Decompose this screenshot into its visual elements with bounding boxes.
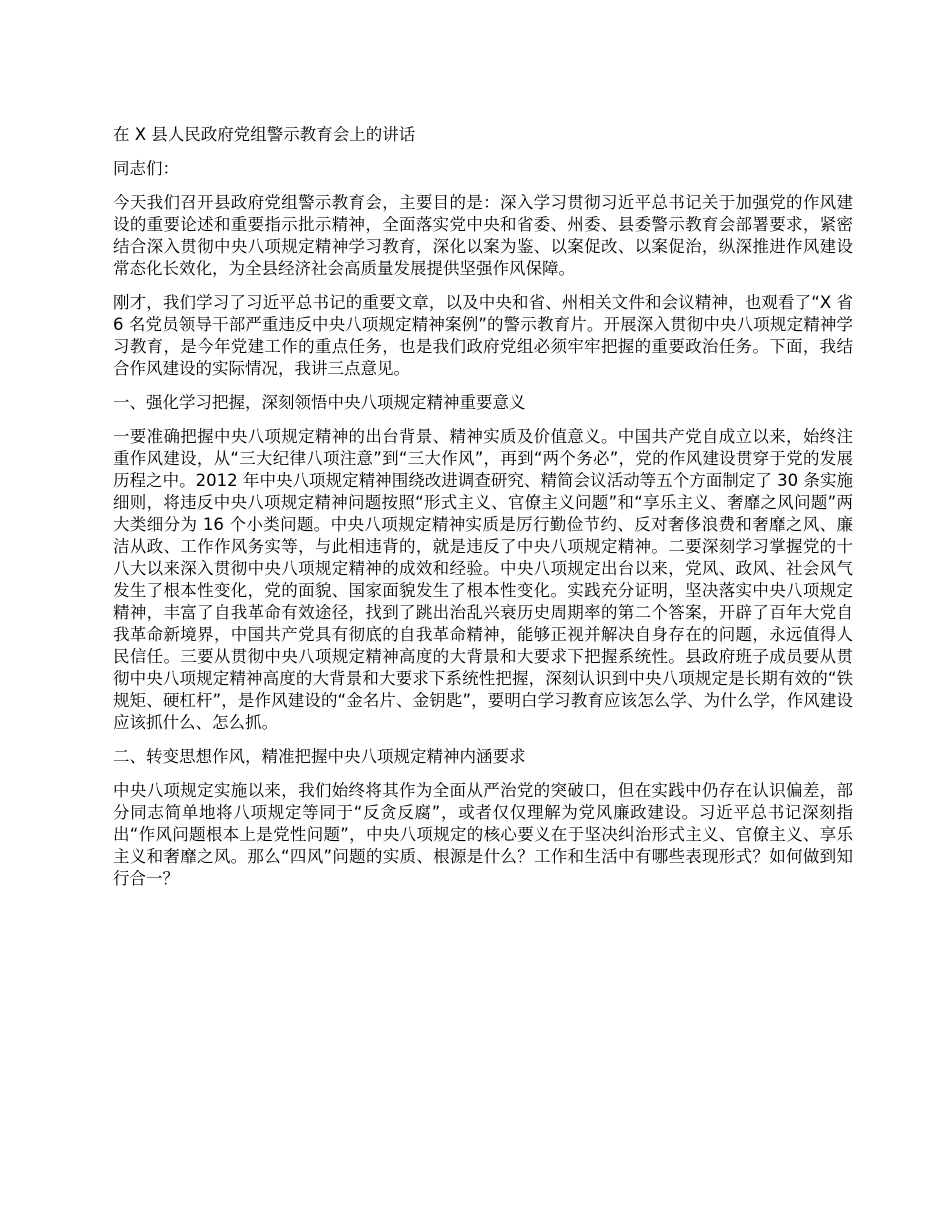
intro-paragraph: 今天我们召开县政府党组警示教育会，主要目的是：深入学习贯彻习近平总书记关于加强党的作风建设的重要论述和重要指示批示精神，全面落实党中央和省委、州委、县委警示教育会部署要求，紧密结合深入贯彻中央八项规定精神学习教育，深化以案为鉴、以案促改、以案促治，纵深推进作风建设常态化长效化，为全县经济社会高质量发展提供坚强作风保障。: [113, 193, 853, 278]
document-page: [113, 124, 853, 902]
section-1-body: 一要准确把握中央八项规定精神的出台背景、精神实质及价值意义。中国共产党自成立以来，始终注重作风建设，从“三大纪律八项注意”到“三大作风”，再到“两个务必”，党的作风建设贯穿于党的发展历程之中。2012 年中央八项规定精神围绕改进调查研究、精简会议活动等五个方面制定了 30 条实施细则，将违反中央八项规定精神问题按照“形式主义、官僚主义问题”和“享乐主义、奢靡之风问题”两大类细分为 16 个小类问题。中央八项规定精神实质是厉行勤俭节约、反对奢侈浪费和奢靡之风、廉洁从政、工作作风务实等，与此相违背的，就是违反了中央八项规定精神。二要深刻学习掌握党的十八大以来深入贯彻中央八项规定精神的成效和经验。中央八项规定出台以来，党风、政风、社会风气发生了根本性变化，党的面貌、国家面貌发生了根本性变化。实践充分证明，坚决落实中央八项规定精神，丰富了自我革命有效途径，找到了跳出治乱兴衰历史周期率的第二个答案，开辟了百年大党自我革命新境界，中国共产党具有彻底的自我革命精神，能够正视并解决自身存在的问题，永远值得人民信任。三要从贯彻中央八项规定精神高度的大背景和大要求下把握系统性。县政府班子成员要从贯彻中央八项规定精神高度的大背景和大要求下系统性把握，深刻认识到中央八项规定是长期有效的“铁规矩、硬杠杆”，是作风建设的“金名片、金钥匙”，要明白学习教育应该怎么学、为什么学，作风建设应该抓什么、怎么抓。: [113, 427, 853, 732]
section-2-body: 中央八项规定实施以来，我们始终将其作为全面从严治党的突破口，但在实践中仍存在认识偏差，部分同志简单地将八项规定等同于“反贪反腐”，或者仅仅理解为党风廉政建设。习近平总书记深刻指出“作风问题根本上是党性问题”，中央八项规定的核心要义在于坚决纠治形式主义、官僚主义、享乐主义和奢靡之风。那么“四风”问题的实质、根源是什么？工作和生活中有哪些表现形式？如何做到知行合一？: [113, 781, 853, 888]
context-paragraph: 刚才，我们学习了习近平总书记的重要文章，以及中央和省、州相关文件和会议精神，也观看了“X 省 6 名党员领导干部严重违反中央八项规定精神案例”的警示教育片。开展深入贯彻中央八项规定精神学习教育，是今年党建工作的重点任务，也是我们政府党组必须牢牢把握的重要政治任务。下面，我结合作风建设的实际情况，我讲三点意见。: [113, 293, 853, 378]
section-1-heading: 一、强化学习把握，深刻领悟中央八项规定精神重要意义: [113, 393, 526, 412]
document-title: 在 X 县人民政府党组警示教育会上的讲话: [113, 125, 416, 144]
section-2-heading: 二、转变思想作风，精准把握中央八项规定精神内涵要求: [113, 747, 526, 766]
greeting: 同志们：: [113, 159, 179, 178]
